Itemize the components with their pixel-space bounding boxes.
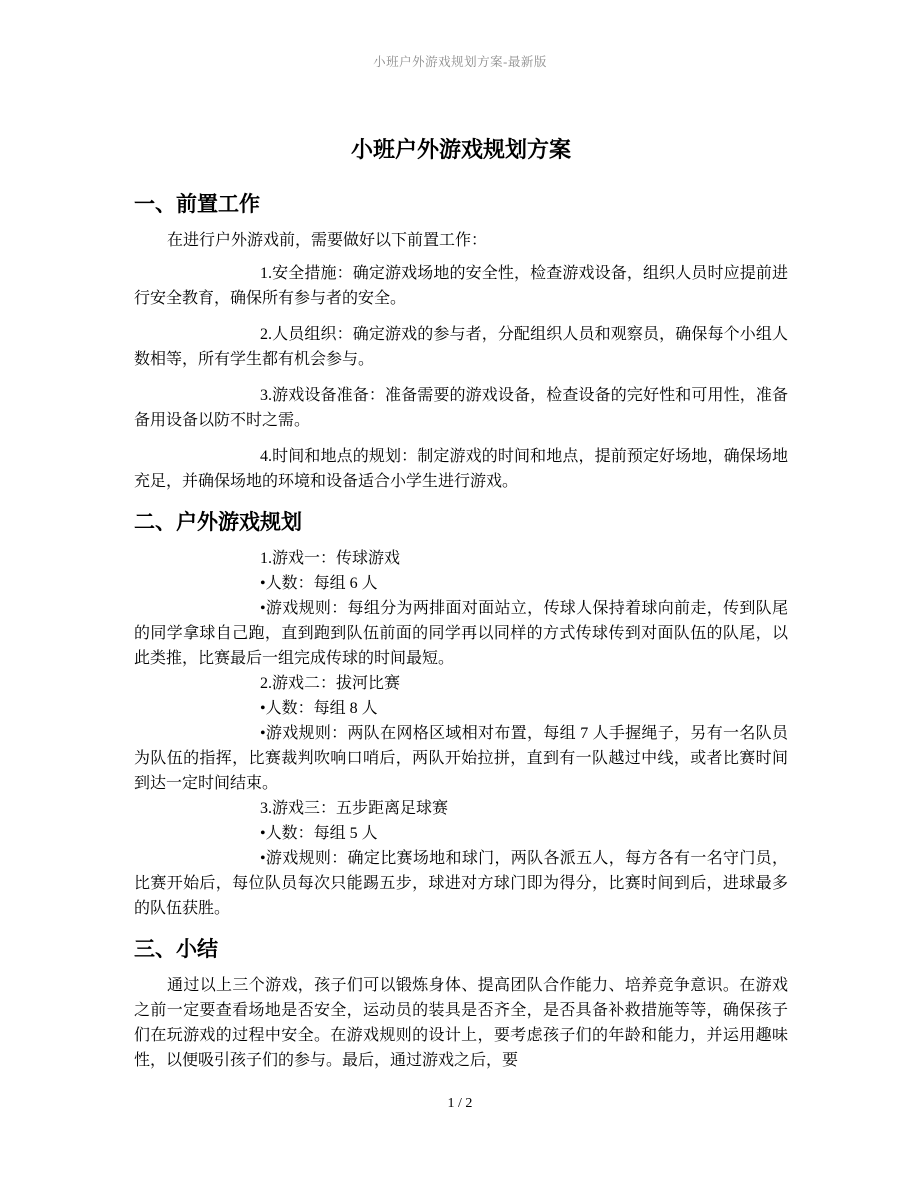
bullet-marker: • [260,725,266,742]
list-item [134,546,788,571]
list-item [134,571,788,596]
item-text: 安全措施：确定游戏场地的安全性，检查游戏设备，组织人员时应提前进行安全教育，确保所有参与者的安全。 [134,265,788,307]
item-number: 3. [260,387,272,404]
bullet-marker: • [260,850,266,867]
section-1-heading: 一、前置工作 [134,192,260,216]
item-number: 3. [260,800,272,817]
item-text: 游戏一：传球游戏 [272,550,401,567]
item-number: 1. [260,265,272,282]
bullet-marker: • [260,825,266,842]
numbered-item [134,261,788,311]
item-text: 游戏设备准备：准备需要的游戏设备，检查设备的完好性和可用性，准备备用设备以防不时之需。 [134,387,788,429]
item-text: 人数：每组 8 人 [265,700,378,717]
bullet-marker: • [260,575,266,592]
page-number: 1 / 2 [447,1096,473,1111]
numbered-item [134,383,788,433]
item-text: 人数：每组 6 人 [265,575,378,592]
document-body [134,134,788,1073]
page-header: 小班户外游戏规划方案-最新版 [373,55,547,69]
list-item [134,696,788,721]
bullet-marker: • [260,700,266,717]
bullet-marker: • [260,600,266,617]
section-2-heading: 二、户外游戏规划 [134,510,302,534]
list-item [134,796,788,821]
item-number: 2. [260,326,272,343]
numbered-item [134,322,788,372]
section-1-intro: 在进行户外游戏前，需要做好以下前置工作： [167,232,488,249]
item-text: 游戏三：五步距离足球赛 [272,800,449,817]
list-item [134,671,788,696]
item-text: 人数：每组 5 人 [265,825,378,842]
list-item [134,821,788,846]
item-text: 人员组织：确定游戏的参与者，分配组织人员和观察员，确保每个小组人数相等，所有学生都有机会参与。 [134,326,788,368]
item-text: 游戏规则：每组分为两排面对面站立，传球人保持着球向前走，传到队尾的同学拿球自己跑，直到跑到队伍前面的同学再以同样的方式传球传到对面队伍的队尾，以此类推，比赛最后一组完成传球的时间最短。 [134,600,788,667]
document-title: 小班户外游戏规划方案 [350,137,571,162]
item-text: 游戏规则：两队在网格区域相对布置，每组 7 人手握绳子，另有一名队员为队伍的指挥，比赛裁判吹响口哨后，两队开始拉拼，直到有一队越过中线，或者比赛时间到达一定时间结束。 [134,725,788,792]
list-item [134,721,788,796]
item-text: 游戏二：拔河比赛 [272,675,401,692]
item-text: 时间和地点的规划：制定游戏的时间和地点，提前预定好场地，确保场地充足，并确保场地的环境和设备适合小学生进行游戏。 [134,448,788,490]
list-item [134,846,788,921]
summary-paragraph: 通过以上三个游戏，孩子们可以锻炼身体、提高团队合作能力、培养竞争意识。在游戏之前一定要查看场地是否安全，运动员的装具是否齐全，是否具备补救措施等等，确保孩子们在玩游戏的过程中安全。在游戏规则的设计上，要考虑孩子们的年龄和能力，并运用趣味性，以便吸引孩子们的参与。最后，通过游戏之后，要 [134,977,788,1069]
item-text: 游戏规则：确定比赛场地和球门，两队各派五人，每方各有一名守门员，比赛开始后，每位队员每次只能踢五步，球进对方球门即为得分，比赛时间到后，进球最多的队伍获胜。 [134,850,788,917]
list-item [134,596,788,671]
item-number: 4. [260,448,272,465]
item-number: 2. [260,675,272,692]
section-3-heading: 三、小结 [134,937,218,961]
numbered-item [134,444,788,494]
item-number: 1. [260,550,272,567]
